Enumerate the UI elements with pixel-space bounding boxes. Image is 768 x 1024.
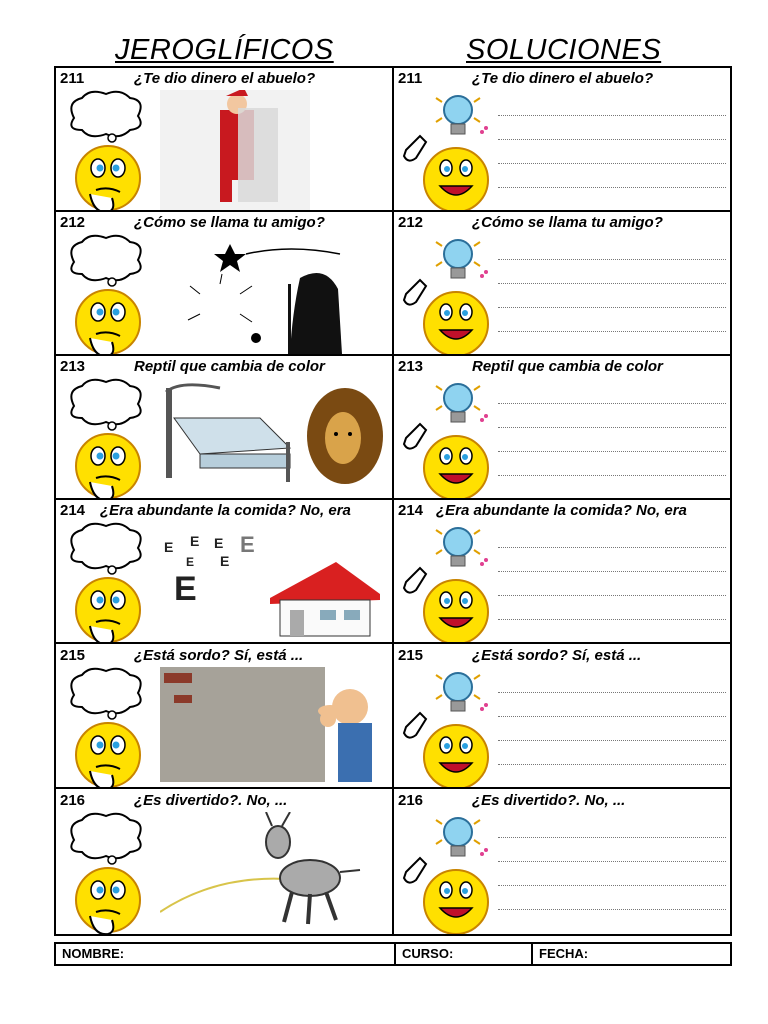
puzzle-cell	[56, 500, 392, 644]
course-field[interactable]: CURSO:	[402, 946, 454, 961]
date-field[interactable]: FECHA:	[539, 946, 589, 961]
solution-question: ¿Es divertido?. No, ...	[472, 792, 626, 809]
answer-line[interactable]	[498, 282, 726, 284]
answer-line[interactable]	[498, 258, 726, 260]
solution-cell	[394, 790, 730, 934]
title-jeroglificos: JEROGLÍFICOS	[115, 34, 334, 66]
title-soluciones: SOLUCIONES	[466, 34, 662, 66]
shooting-star-shepherd-angel-illustration	[160, 234, 360, 356]
solution-number: 215	[398, 647, 424, 664]
puzzle-number: 215	[60, 647, 86, 664]
solution-number: 213	[398, 358, 424, 375]
answer-line[interactable]	[498, 763, 726, 765]
puzzle-question: ¿Era abundante la comida? No, era	[100, 502, 351, 519]
bed-and-lion-illustration	[160, 378, 385, 498]
answer-line[interactable]	[498, 908, 726, 910]
solution-question: ¿Te dio dinero el abuelo?	[472, 70, 654, 87]
solution-number: 212	[398, 214, 424, 231]
answer-line[interactable]	[498, 162, 726, 164]
puzzle-question: Reptil que cambia de color	[134, 358, 325, 375]
solution-cell	[394, 356, 730, 500]
thinking-smiley-icon	[60, 520, 160, 644]
svg-text:E: E	[190, 533, 200, 549]
puzzle-question: ¿Te dio dinero el abuelo?	[134, 70, 316, 87]
puzzle-question: ¿Está sordo? Sí, está ...	[134, 647, 304, 664]
name-field[interactable]: NOMBRE:	[62, 946, 125, 961]
answer-line[interactable]	[498, 594, 726, 596]
answer-line[interactable]	[498, 450, 726, 452]
thinking-smiley-icon	[60, 88, 160, 212]
lightbulb-smiley-icon	[396, 232, 496, 356]
puzzle-number: 216	[60, 792, 86, 809]
footer-bar	[54, 942, 732, 966]
answer-line[interactable]	[498, 860, 726, 862]
solution-question: ¿Cómo se llama tu amigo?	[472, 214, 663, 231]
answer-line[interactable]	[498, 715, 726, 717]
answer-line[interactable]	[498, 884, 726, 886]
lightbulb-smiley-icon	[396, 665, 496, 789]
svg-text:E: E	[214, 535, 224, 551]
svg-text:E: E	[186, 555, 195, 569]
thinking-smiley-icon	[60, 810, 160, 934]
thinking-smiley-icon	[60, 376, 160, 500]
puzzle-number: 213	[60, 358, 86, 375]
solution-number: 214	[398, 502, 424, 519]
answer-line[interactable]	[498, 306, 726, 308]
answer-line[interactable]	[498, 402, 726, 404]
puzzle-question: ¿Cómo se llama tu amigo?	[134, 214, 325, 231]
solution-cell	[394, 68, 730, 212]
svg-text:E: E	[220, 553, 230, 569]
puzzle-question: ¿Es divertido?. No, ...	[134, 792, 288, 809]
solution-cell	[394, 645, 730, 789]
letters-e-and-house-illustration	[160, 522, 385, 644]
solution-cell	[394, 212, 730, 356]
answer-line[interactable]	[498, 739, 726, 741]
solution-question: ¿Está sordo? Sí, está ...	[472, 647, 642, 664]
svg-text:E: E	[174, 570, 197, 608]
lightbulb-smiley-icon	[396, 376, 496, 500]
answer-line[interactable]	[498, 138, 726, 140]
man-behind-wall-illustration	[160, 667, 390, 787]
puzzle-cell	[56, 68, 392, 212]
thinking-smiley-icon	[60, 232, 160, 356]
answer-line[interactable]	[498, 330, 726, 332]
solution-cell	[394, 500, 730, 644]
lightbulb-smiley-icon	[396, 520, 496, 644]
puzzle-number: 214	[60, 502, 86, 519]
svg-text:E: E	[240, 532, 255, 557]
lightbulb-smiley-icon	[396, 810, 496, 934]
svg-text:E: E	[164, 539, 174, 555]
puzzle-cell	[56, 645, 392, 789]
puzzle-number: 211	[60, 70, 85, 87]
answer-line[interactable]	[498, 186, 726, 188]
thinking-smiley-icon	[60, 665, 160, 789]
answer-line[interactable]	[498, 570, 726, 572]
answer-line[interactable]	[498, 691, 726, 693]
lightbulb-smiley-icon	[396, 88, 496, 212]
solution-question: Reptil que cambia de color	[472, 358, 663, 375]
answer-line[interactable]	[498, 474, 726, 476]
solution-question: ¿Era abundante la comida? No, era	[436, 502, 687, 519]
answer-line[interactable]	[498, 114, 726, 116]
puzzle-cell	[56, 356, 392, 500]
puzzle-cell	[56, 212, 392, 356]
answer-line[interactable]	[498, 836, 726, 838]
solution-number: 211	[398, 70, 423, 87]
answer-line[interactable]	[498, 546, 726, 548]
solution-number: 216	[398, 792, 424, 809]
puzzle-number: 212	[60, 214, 86, 231]
answer-line[interactable]	[498, 426, 726, 428]
donkey-peeing-illustration	[160, 812, 390, 932]
answer-line[interactable]	[498, 618, 726, 620]
santa-claus-half-erased-illustration	[160, 90, 310, 212]
puzzle-cell	[56, 790, 392, 934]
